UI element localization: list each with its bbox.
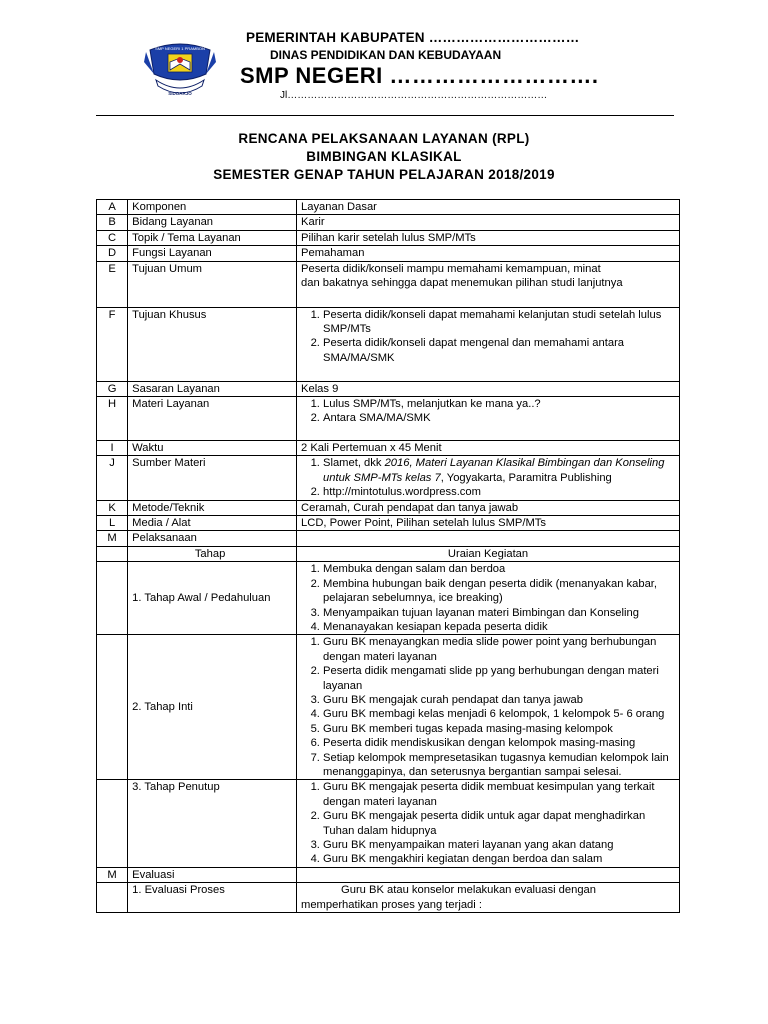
- row-value: [297, 261, 680, 307]
- row-value: [297, 531, 680, 546]
- row-value: [297, 635, 680, 780]
- table-row: [97, 635, 680, 780]
- tujuan-umum-line-1: Peserta didik/konseli mampu memahami kemampuan, minat: [301, 262, 601, 275]
- row-value: [297, 397, 680, 441]
- list-item: 4. Menanayakan kesiapan kepada peserta didik: [323, 620, 675, 634]
- row-label: Sumber Materi: [128, 456, 297, 500]
- list-item: 1. Peserta didik/konseli dapat memahami kelanjutan studi setelah lulus SMP/MTs: [323, 308, 675, 337]
- list-item: 1. Guru BK mengajak peserta didik membuat kesimpulan yang terkait dengan materi layanan: [323, 780, 675, 809]
- letterhead-school: SMP NEGERI ……………………….: [240, 63, 599, 88]
- table-row: [97, 246, 680, 261]
- row-code: [97, 562, 128, 635]
- row-value: Pemahaman: [297, 246, 680, 261]
- row-label: Sasaran Layanan: [128, 381, 297, 396]
- table-row: [97, 780, 680, 867]
- row-value: [297, 867, 680, 882]
- row-code: E: [97, 261, 128, 307]
- list-item: 3. Guru BK mengajak curah pendapat dan tanya jawab: [323, 693, 675, 707]
- table-row: [97, 441, 680, 456]
- table-row: [97, 261, 680, 307]
- logo-top-text: SMP NEGERI 1 PRAMBON: [155, 46, 205, 51]
- row-label: Fungsi Layanan: [128, 246, 297, 261]
- row-code: [97, 780, 128, 867]
- row-label: Bidang Layanan: [128, 215, 297, 230]
- table-row: [97, 867, 680, 882]
- table-row: [97, 456, 680, 500]
- list-item: 1. Lulus SMP/MTs, melanjutkan ke mana ya..?: [323, 397, 675, 411]
- row-code: A: [97, 200, 128, 215]
- row-code: [97, 883, 128, 913]
- row-code: M: [97, 867, 128, 882]
- tahap-penutup-list: [301, 780, 675, 866]
- row-code: M: [97, 531, 128, 546]
- row-value: 2 Kali Pertemuan x 45 Menit: [297, 441, 680, 456]
- table-row: [97, 307, 680, 381]
- table-row: [97, 531, 680, 546]
- row-code: B: [97, 215, 128, 230]
- list-item: 7. Setiap kelompok mempresetasikan tugasnya kemudian kelompok lain menanggapinya, dan seterusnya bergantian sampai selesai.: [323, 751, 675, 780]
- list-item: 6. Peserta didik mendiskusikan dengan kelompok masing-masing: [323, 736, 675, 750]
- list-item: 3. Guru BK menyampaikan materi layanan yang akan datang: [323, 838, 675, 852]
- row-code: D: [97, 246, 128, 261]
- row-value: Layanan Dasar: [297, 200, 680, 215]
- evaluasi-proses-value: Guru BK atau konselor melakukan evaluasi dengan memperhatikan proses yang terjadi :: [297, 883, 680, 913]
- letterhead: [240, 30, 700, 101]
- row-code: H: [97, 397, 128, 441]
- list-item: 2. Peserta didik mengamati slide pp yang berhubungan dengan materi layanan: [323, 664, 675, 693]
- row-code: C: [97, 230, 128, 245]
- row-value: [297, 456, 680, 500]
- row-label: Media / Alat: [128, 516, 297, 531]
- tujuan-umum-line-2: dan bakatnya sehingga dapat menemukan pilihan studi lanjutnya: [301, 277, 623, 290]
- row-label: Pelaksanaan: [128, 531, 297, 546]
- row-code: L: [97, 516, 128, 531]
- sumber-list: [301, 456, 675, 499]
- rpl-table: [96, 199, 680, 913]
- row-value: Kelas 9: [297, 381, 680, 396]
- list-item: 4. Guru BK mengakhiri kegiatan dengan berdoa dan salam: [323, 852, 675, 866]
- letterhead-government: PEMERINTAH KABUPATEN ……………………………: [246, 30, 580, 45]
- list-item: 5. Guru BK memberi tugas kepada masing-masing kelompok: [323, 722, 675, 736]
- letterhead-department: DINAS PENDIDIKAN DAN KEBUDAYAAN: [270, 48, 502, 62]
- doc-title-3: SEMESTER GENAP TAHUN PELAJARAN 2018/2019: [213, 167, 555, 182]
- row-code: J: [97, 456, 128, 500]
- tahap-inti-list: [301, 635, 675, 779]
- doc-title-2: BIMBINGAN KLASIKAL: [306, 149, 462, 164]
- evaluasi-proses-label: 1. Evaluasi Proses: [128, 883, 297, 913]
- table-row: [97, 500, 680, 515]
- tahap-penutup-label: 3. Tahap Penutup: [128, 780, 297, 867]
- list-item: 1. Guru BK menayangkan media slide power point yang berhubungan dengan materi layanan: [323, 635, 675, 664]
- row-value: [297, 562, 680, 635]
- table-row: [97, 562, 680, 635]
- table-row: [97, 200, 680, 215]
- row-label: Materi Layanan: [128, 397, 297, 441]
- row-value: LCD, Power Point, Pilihan setelah lulus SMP/MTs: [297, 516, 680, 531]
- table-row: [97, 215, 680, 230]
- doc-title-1: RENCANA PELAKSANAAN LAYANAN (RPL): [238, 131, 530, 146]
- row-label: Metode/Teknik: [128, 500, 297, 515]
- row-value: Ceramah, Curah pendapat dan tanya jawab: [297, 500, 680, 515]
- tujuan-khusus-list: [301, 308, 675, 366]
- row-code: F: [97, 307, 128, 381]
- tahap-awal-label: 1. Tahap Awal / Pedahuluan: [128, 562, 297, 635]
- row-value: [297, 780, 680, 867]
- row-value: Pilihan karir setelah lulus SMP/MTs: [297, 230, 680, 245]
- row-label: Waktu: [128, 441, 297, 456]
- source-title: 2016, Materi Layanan Klasikal Bimbingan dan Konseling untuk SMP-MTs kelas 7: [323, 457, 665, 484]
- uraian-header: Uraian Kegiatan: [297, 546, 680, 561]
- list-item: 2. Membina hubungan baik dengan peserta didik (menanyakan kabar, pelajaran sebelumnya, ice breaking): [323, 577, 675, 606]
- list-item: 2. http://mintotulus.wordpress.com: [323, 485, 675, 499]
- row-code: I: [97, 441, 128, 456]
- row-label: Tujuan Khusus: [128, 307, 297, 381]
- table-row: [97, 397, 680, 441]
- materi-list: [301, 397, 675, 426]
- row-label: Komponen: [128, 200, 297, 215]
- row-label: Tujuan Umum: [128, 261, 297, 307]
- list-item: 1. Membuka dengan salam dan berdoa: [323, 562, 675, 576]
- source-authors: Slamet, dkk: [323, 457, 385, 470]
- tahap-header: Tahap: [128, 546, 297, 561]
- table-row: [97, 381, 680, 396]
- list-item: 2. Peserta didik/konseli dapat mengenal dan memahami antara SMA/MA/SMK: [323, 336, 675, 365]
- logo-bottom-text: SIDOARJO: [168, 91, 192, 96]
- letterhead-address: Jl……………………………………………………………………: [280, 90, 548, 101]
- list-item: 2. Antara SMA/MA/SMK: [323, 411, 675, 425]
- row-code: [97, 546, 128, 561]
- table-row: [97, 230, 680, 245]
- tahap-awal-list: [301, 562, 675, 634]
- table-row: [97, 883, 680, 913]
- row-label: Topik / Tema Layanan: [128, 230, 297, 245]
- letterhead-divider: [96, 115, 674, 116]
- list-item: 3. Menyampaikan tujuan layanan materi Bimbingan dan Konseling: [323, 606, 675, 620]
- list-item: [323, 456, 675, 485]
- row-label: Evaluasi: [128, 867, 297, 882]
- row-code: K: [97, 500, 128, 515]
- list-item: 2. Guru BK mengajak peserta didik untuk agar dapat menghadirkan Tuhan dalam hidupnya: [323, 809, 675, 838]
- table-row: [97, 546, 680, 561]
- row-code: [97, 635, 128, 780]
- row-value: Karir: [297, 215, 680, 230]
- source-publisher: , Yogyakarta, Paramitra Publishing: [440, 471, 612, 484]
- list-item: 4. Guru BK membagi kelas menjadi 6 kelompok, 1 kelompok 5- 6 orang: [323, 707, 675, 721]
- tahap-inti-label: 2. Tahap Inti: [128, 635, 297, 780]
- row-code: G: [97, 381, 128, 396]
- table-row: [97, 516, 680, 531]
- row-value: [297, 307, 680, 381]
